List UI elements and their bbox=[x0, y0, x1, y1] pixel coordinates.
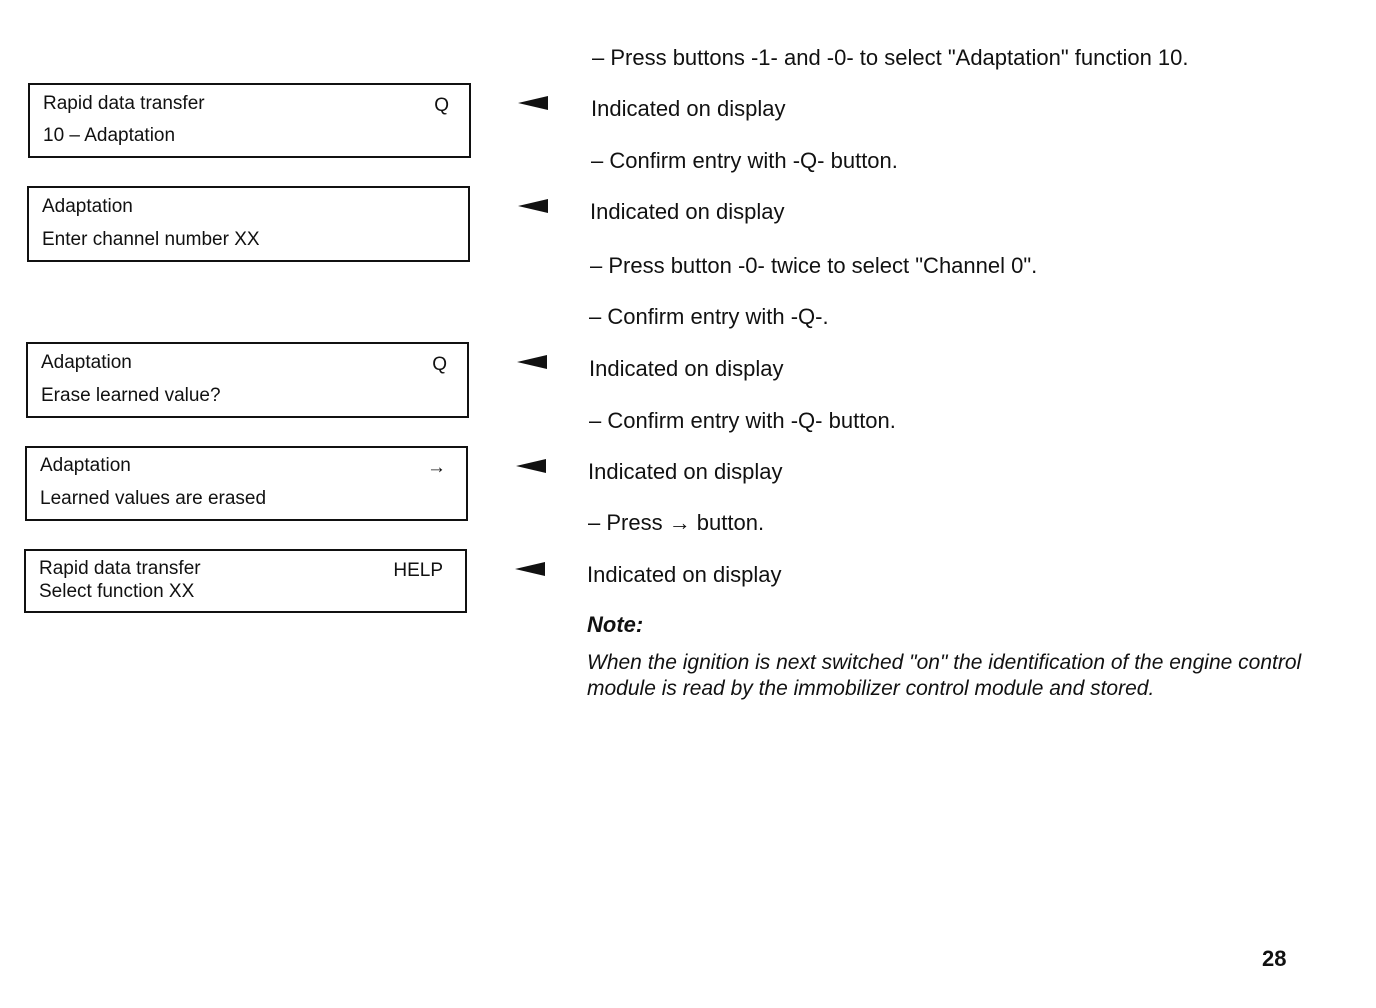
display-line-1: Adaptation bbox=[41, 352, 132, 373]
pointer-arrow-icon bbox=[515, 562, 545, 576]
page-number: 28 bbox=[1262, 946, 1287, 971]
display-line-2: Erase learned value? bbox=[41, 385, 221, 406]
display-right-indicator: → bbox=[427, 457, 446, 478]
display-line-2: 10 – Adaptation bbox=[43, 125, 176, 146]
display-right-indicator: Q bbox=[432, 354, 447, 375]
display-indicator-label: Indicated on display bbox=[591, 96, 786, 121]
display-box-rapid-data-transfer bbox=[28, 83, 471, 158]
display-indicator-label: Indicated on display bbox=[587, 562, 782, 587]
instruction-step: – Press buttons -1- and -0- to select "Adaptation" function 10. bbox=[592, 45, 1189, 70]
pointer-arrow-icon bbox=[517, 355, 547, 369]
instruction-step: – Confirm entry with -Q-. bbox=[589, 304, 829, 329]
display-line-1: Adaptation bbox=[40, 455, 131, 476]
pointer-arrow-icon bbox=[518, 96, 548, 110]
instruction-step: – Confirm entry with -Q- button. bbox=[591, 148, 898, 173]
display-line-2: Select function XX bbox=[39, 581, 195, 602]
pointer-arrow-icon bbox=[518, 199, 548, 213]
display-box-values-erased bbox=[25, 446, 468, 521]
display-indicator-label: Indicated on display bbox=[590, 199, 785, 224]
pointer-arrow-icon bbox=[516, 459, 546, 473]
display-indicator-label: Indicated on display bbox=[589, 356, 784, 381]
instruction-step: – Press button -0- twice to select "Channel 0". bbox=[590, 253, 1038, 278]
instruction-step: – Press → button. bbox=[588, 510, 765, 535]
display-indicator-label: Indicated on display bbox=[588, 459, 783, 484]
note-title: Note: bbox=[587, 612, 644, 637]
display-right-indicator: HELP bbox=[393, 560, 443, 581]
display-line-2: Learned values are erased bbox=[40, 488, 267, 509]
display-box-select-function bbox=[24, 549, 467, 613]
note-body: When the ignition is next switched "on" the identification of the engine control module is read by the immobilizer control module and stored. bbox=[587, 651, 1302, 700]
display-line-2: Enter channel number XX bbox=[42, 229, 260, 250]
display-box-erase-learned bbox=[26, 342, 469, 418]
display-box-enter-channel bbox=[27, 186, 470, 262]
display-line-1: Rapid data transfer bbox=[43, 93, 205, 114]
display-line-1: Adaptation bbox=[42, 196, 133, 217]
display-line-1: Rapid data transfer bbox=[39, 558, 201, 579]
display-right-indicator: Q bbox=[434, 95, 449, 116]
instruction-step: – Confirm entry with -Q- button. bbox=[589, 408, 896, 433]
